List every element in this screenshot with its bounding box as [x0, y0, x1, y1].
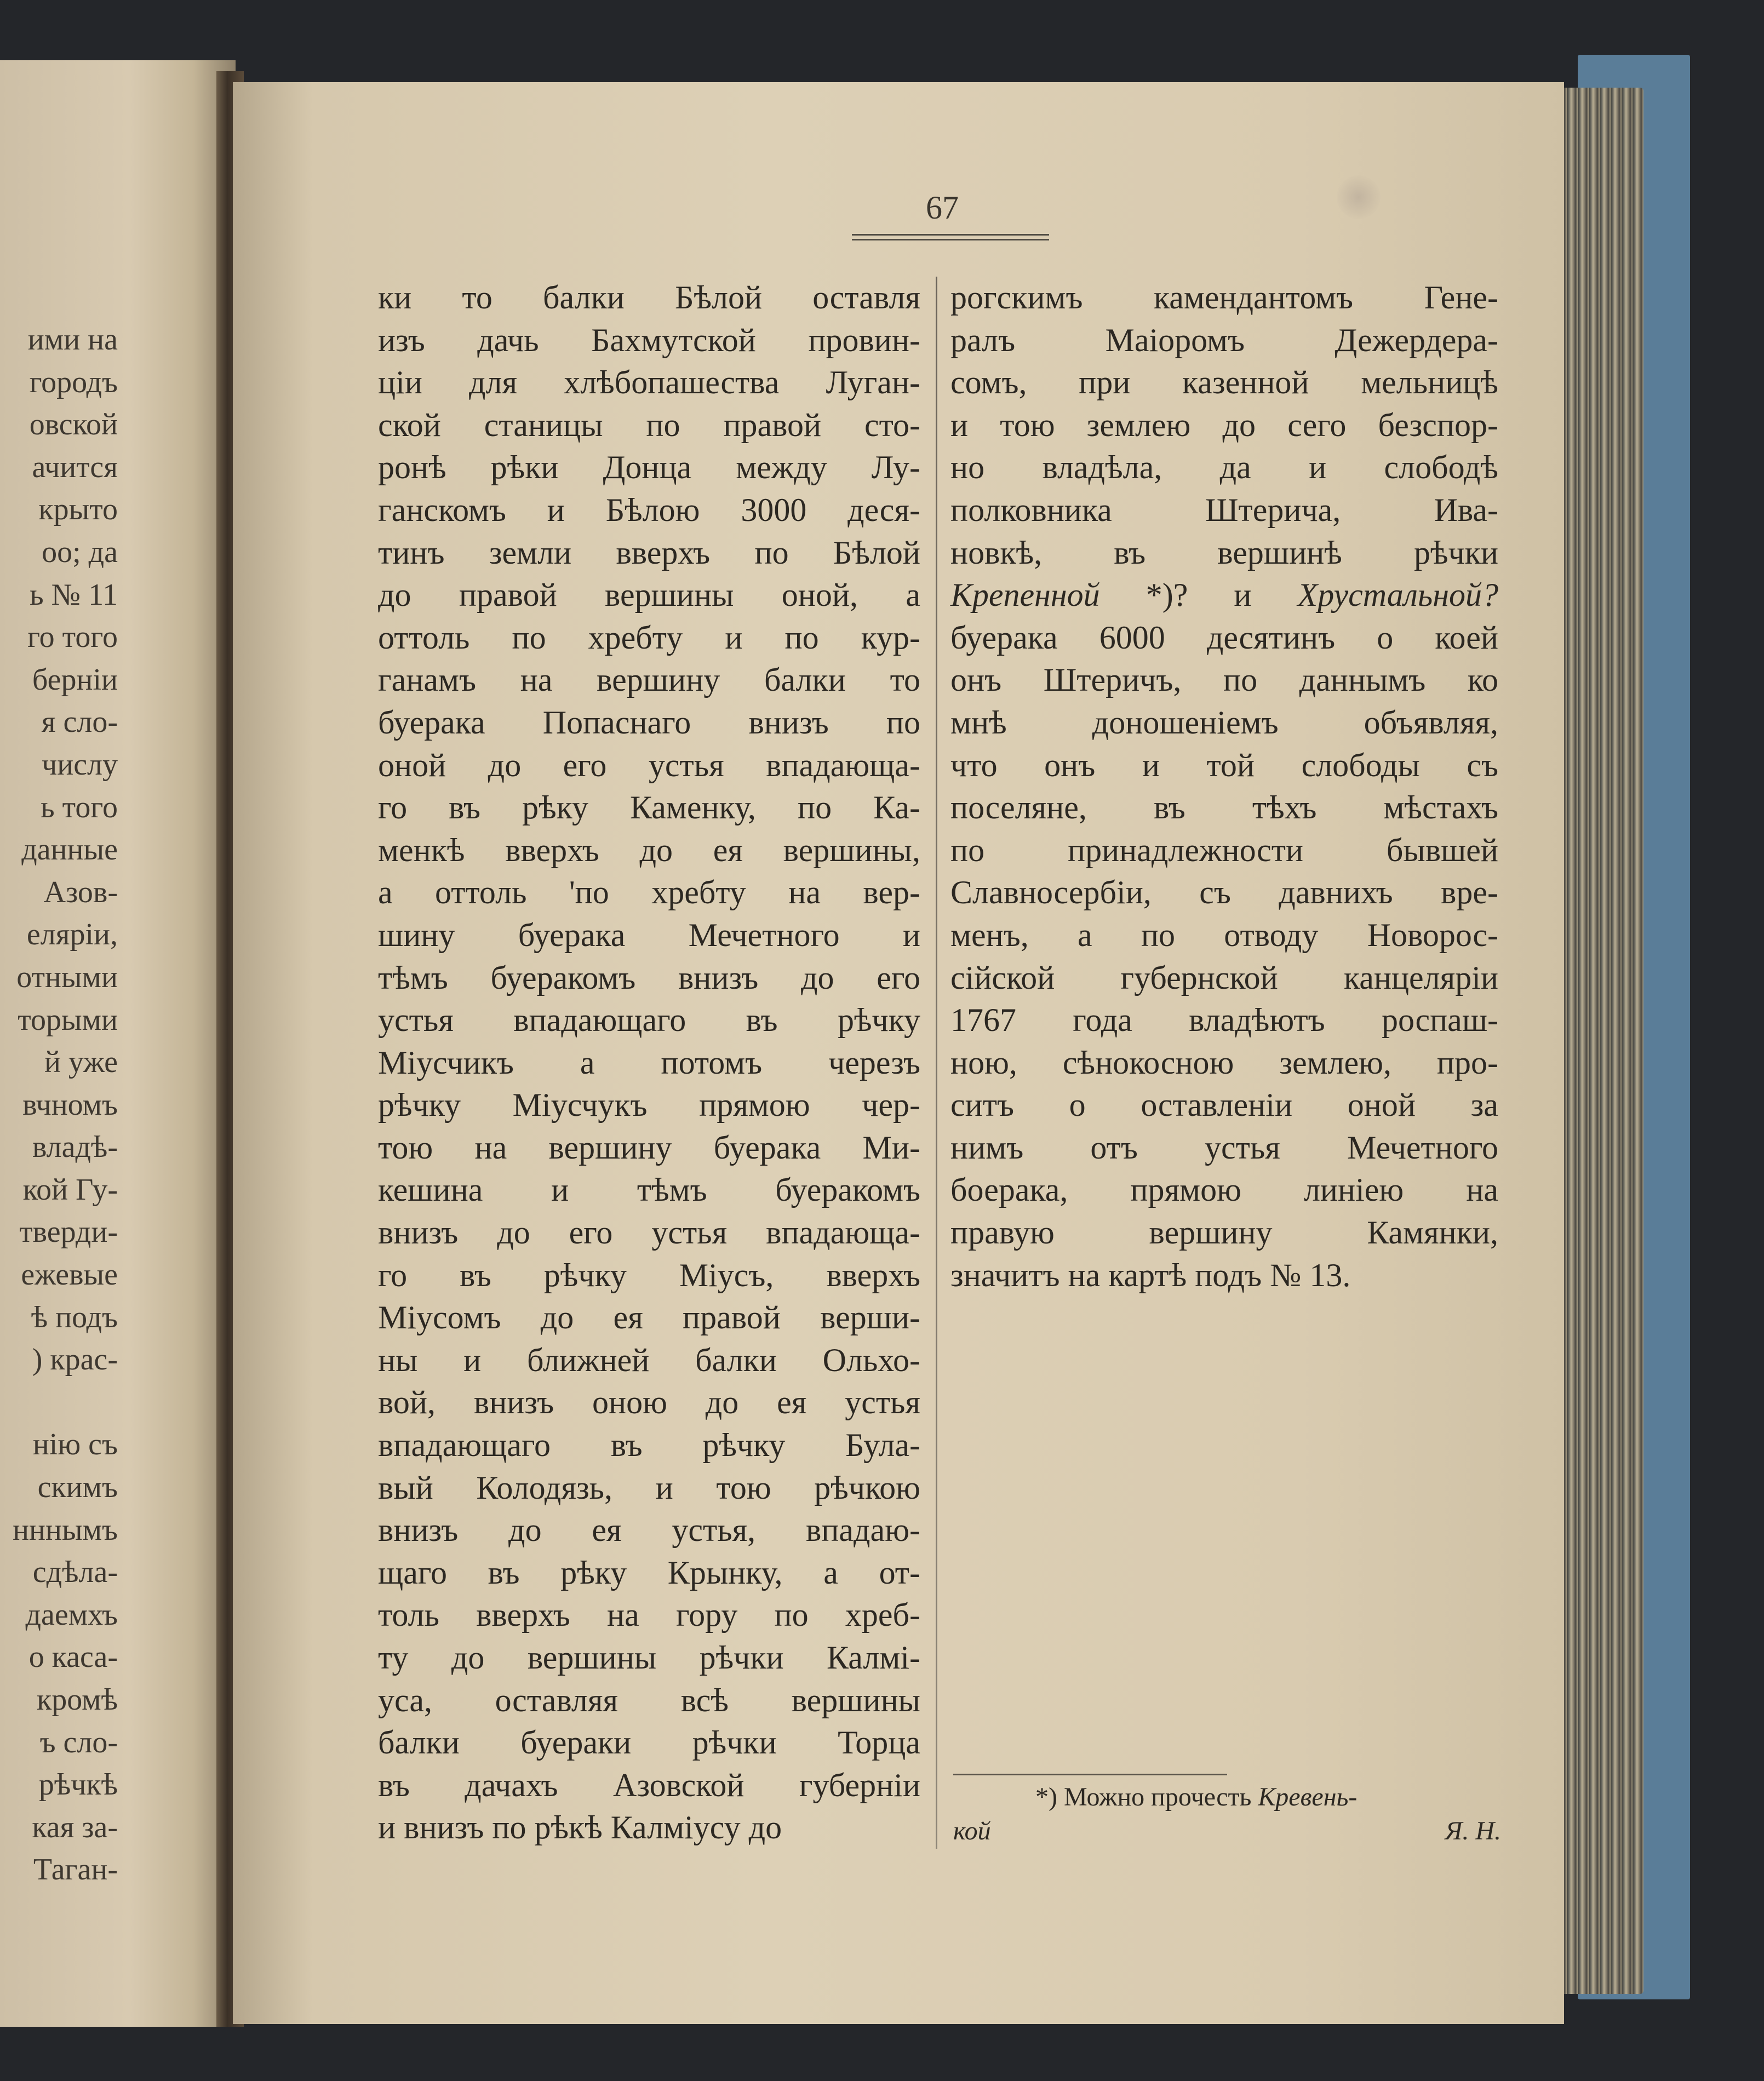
left-page-line: ъ сло-	[39, 1725, 118, 1759]
page-number: 67	[926, 190, 959, 226]
left-page-line: ачится	[32, 450, 118, 484]
text-line: оной до его устья впадающа-	[378, 747, 920, 783]
left-page-text	[0, 319, 118, 1891]
text-line: до правой вершины оной, а	[378, 577, 920, 614]
footnote	[953, 1780, 1501, 1848]
text-line: и тою землею до сего безспор-	[950, 406, 1498, 443]
left-page-line: крыто	[38, 492, 118, 527]
left-page-line: ежевые	[21, 1258, 118, 1292]
text-line: но владѣла, да и слободѣ	[950, 449, 1498, 486]
left-page-line: числу	[42, 747, 118, 782]
text-line: по принадлежности бывшей	[950, 832, 1498, 868]
text-line: и внизъ по рѣкѣ Калміусу до	[378, 1809, 782, 1846]
left-page-line: Азов-	[43, 875, 118, 909]
text-line: менкѣ вверхъ до ея вершины,	[378, 832, 920, 868]
text-line: устья впадающаго въ рѣчку	[378, 1002, 920, 1039]
text-line: уса, оставляя всѣ вершины	[378, 1682, 920, 1718]
text-line: значитъ на картѣ подъ № 13.	[950, 1257, 1351, 1293]
text-line: тѣмъ буеракомъ внизъ до его	[378, 959, 920, 996]
footnote-line-1	[953, 1780, 1501, 1814]
text-line: ской станицы по правой сто-	[378, 406, 920, 443]
text-line	[950, 574, 1498, 617]
text-line: ронѣ рѣки Донца между Лу-	[378, 449, 920, 486]
left-page-line: кромѣ	[37, 1683, 118, 1717]
left-page	[0, 60, 236, 2027]
text-line: полковника Штерича, Ива-	[950, 491, 1498, 528]
text-line: внизъ до ея устья, впадаю-	[378, 1512, 920, 1549]
text-column-left	[378, 277, 920, 1849]
text-line: нимъ отъ устья Мечетного	[950, 1129, 1498, 1166]
left-page-line: ь № 11	[30, 577, 118, 612]
footnote-line-2	[953, 1814, 1501, 1848]
text-line: рогскимъ камендантомъ Гене-	[950, 279, 1498, 316]
left-page-line: го того	[27, 620, 118, 655]
text-line: тинъ земли вверхъ по Бѣлой	[378, 534, 920, 571]
left-page-line: еляріи,	[26, 918, 118, 952]
footnote-text: *) Можно прочесть	[1035, 1782, 1258, 1811]
column-divider	[936, 277, 937, 1849]
text-line: поселяне, въ тѣхъ мѣстахъ	[950, 789, 1498, 826]
text-segment: *)? и	[1099, 577, 1298, 614]
text-line: Міусомъ до ея правой верши-	[378, 1299, 920, 1336]
text-line: го въ рѣку Каменку, по Ка-	[378, 789, 920, 826]
text-line: вый Колодязь, и тою рѣчкою	[378, 1469, 920, 1506]
text-line: шину буерака Мечетного и	[378, 916, 920, 953]
left-page-line: тверди-	[19, 1215, 118, 1249]
left-page-line	[0, 1381, 118, 1424]
left-page-line: торыми	[18, 1002, 118, 1037]
left-page-line: ) крас-	[32, 1343, 118, 1377]
left-page-line: данные	[21, 833, 118, 867]
text-line: боерака, прямою линіею на	[950, 1172, 1498, 1208]
text-line: го въ рѣчку Міусъ, вверхъ	[378, 1257, 920, 1293]
left-page-line: рѣчкѣ	[38, 1768, 118, 1802]
footnote-italic-word: Кревень-	[1258, 1782, 1358, 1811]
text-line: ганскомъ и Бѣлою 3000 деся-	[378, 491, 920, 528]
left-page-line: даемхъ	[25, 1597, 118, 1632]
text-line: въ дачахъ Азовской губерніи	[378, 1767, 920, 1803]
left-page-line: кой Гу-	[22, 1172, 118, 1207]
left-page-line: сдѣла-	[32, 1555, 118, 1590]
text-line: впадающаго въ рѣчку Була-	[378, 1427, 920, 1464]
text-line: балки буераки рѣчки Торца	[378, 1724, 920, 1761]
text-line: сомъ, при казенной мельницѣ	[950, 364, 1498, 401]
text-line: Славносербіи, съ давнихъ вре-	[950, 874, 1498, 911]
text-line: менъ, а по отводу Новорос-	[950, 916, 1498, 953]
left-page-line: городъ	[29, 365, 118, 399]
paper-stain	[1337, 175, 1381, 219]
text-line: ною, сѣнокосною землею, про-	[950, 1044, 1498, 1081]
text-line: Міусчикъ а потомъ черезъ	[378, 1044, 920, 1081]
text-line: ганамъ на вершину балки то	[378, 662, 920, 698]
text-line: вой, внизъ оною до ея устья	[378, 1384, 920, 1421]
left-page-line: оо; да	[42, 535, 118, 569]
text-line: оттоль по хребту и по кур-	[378, 619, 920, 656]
text-line: ралъ Маіоромъ Дежердера-	[950, 322, 1498, 358]
text-line: что онъ и той слободы съ	[950, 747, 1498, 783]
text-line: внизъ до его устья впадающа-	[378, 1214, 920, 1251]
footnote-signature: Я. Н.	[1445, 1816, 1501, 1845]
text-line: щаго въ рѣку Крынку, а от-	[378, 1554, 920, 1591]
left-page-line: отными	[16, 960, 118, 994]
text-line: ціи для хлѣбопашества Луган-	[378, 364, 920, 401]
left-page-line: ѣ подъ	[31, 1300, 118, 1334]
text-line: буерака 6000 десятинъ о коей	[950, 619, 1498, 656]
left-page-line: нію съ	[32, 1428, 118, 1462]
left-page-line: вчномъ	[22, 1087, 118, 1122]
left-page-line: о каса-	[28, 1640, 118, 1675]
text-line: а оттоль 'по хребту на вер-	[378, 874, 920, 911]
text-line: ки то балки Бѣлой оставля	[378, 279, 920, 316]
left-page-line: владѣ-	[32, 1130, 118, 1165]
text-line: правую вершину Камянки,	[950, 1214, 1498, 1251]
italic-word: Хрустальной?	[1297, 577, 1498, 614]
text-line: мнѣ доношеніемъ объявляя,	[950, 704, 1498, 741]
footnote-italic-end: кой	[953, 1816, 991, 1845]
text-line: кешина и тѣмъ буеракомъ	[378, 1172, 920, 1208]
text-line: ситъ о оставленіи оной за	[950, 1087, 1498, 1123]
left-page-line: кая за-	[32, 1810, 118, 1844]
text-line: ту до вершины рѣчки Калмі-	[378, 1639, 920, 1676]
page-number-rule-top	[852, 234, 1049, 236]
text-column-right	[950, 277, 1498, 1297]
text-line: буерака Попаснаго внизъ по	[378, 704, 920, 741]
left-page-line: нннымъ	[13, 1512, 118, 1547]
text-line: рѣчку Міусчукъ прямою чер-	[378, 1087, 920, 1123]
left-page-line: Таган-	[33, 1853, 118, 1887]
text-line: тою на вершину буерака Ми-	[378, 1129, 920, 1166]
text-line: ны и ближней балки Ольхо-	[378, 1342, 920, 1378]
text-line: изъ дачь Бахмутской провин-	[378, 322, 920, 358]
text-line: новкѣ, въ вершинѣ рѣчки	[950, 534, 1498, 571]
left-page-line: ь того	[41, 790, 118, 824]
left-page-line: й уже	[44, 1045, 118, 1080]
text-line: толь вверхъ на гору по хреб-	[378, 1597, 920, 1633]
page-number-rule-bottom	[852, 239, 1049, 240]
left-page-line: ими на	[27, 323, 118, 357]
italic-word: Крепенной	[950, 577, 1100, 614]
text-line: сійской губернской канцеляріи	[950, 959, 1498, 996]
footnote-rule	[953, 1774, 1227, 1775]
text-line: 1767 года владѣютъ роспаш-	[950, 1002, 1498, 1039]
left-page-line: берніи	[32, 662, 118, 697]
left-page-line: овской	[29, 408, 118, 442]
left-page-line: скимъ	[37, 1470, 118, 1505]
text-line: онъ Штеричъ, по даннымъ ко	[950, 662, 1498, 698]
left-page-line: я сло-	[41, 705, 118, 739]
